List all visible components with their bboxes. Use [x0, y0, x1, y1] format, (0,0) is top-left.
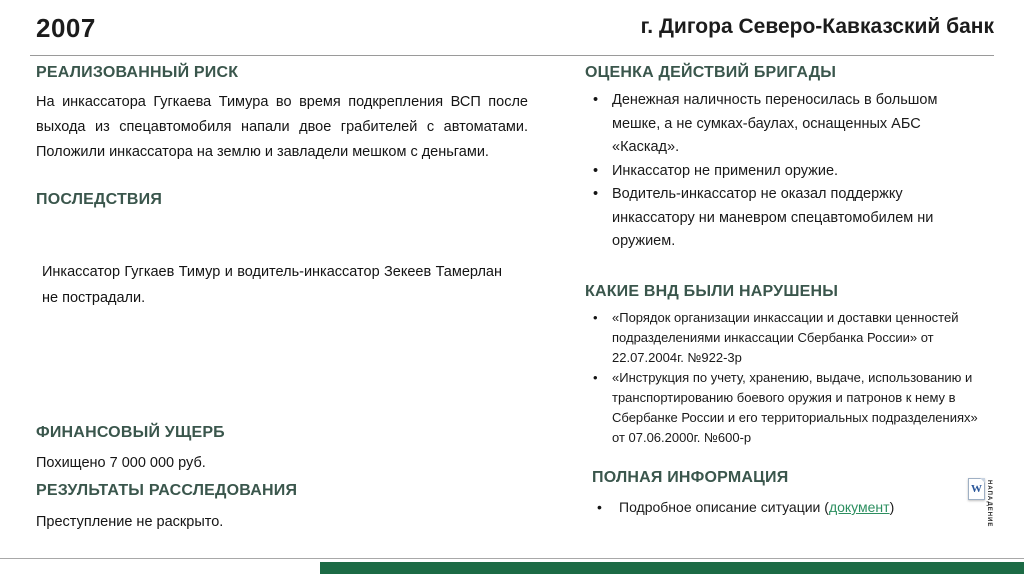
full-info-text-suffix: ) — [889, 499, 895, 515]
investigation-results-text: Преступление не раскрыто. — [36, 514, 224, 530]
list-item: • Денежная наличность переносилась в большом мешке, а не сумках-баулах, оснащенных АБС «Каскад». — [585, 89, 950, 160]
full-info-list — [592, 496, 992, 518]
vnd-list — [585, 308, 985, 448]
embedded-document-object[interactable] — [968, 478, 992, 527]
section-title-realized-risk: РЕАЛИЗОВАННЫЙ РИСК — [36, 64, 239, 81]
section-title-investigation-results: РЕЗУЛЬТАТЫ РАССЛЕДОВАНИЯ — [36, 482, 298, 499]
full-info-text: Подробное описание ситуации ( — [619, 499, 829, 515]
section-title-vnd-violated: КАКИЕ ВНД БЫЛИ НАРУШЕНЫ — [585, 283, 839, 300]
header-divider — [30, 55, 994, 56]
list-item: • Инкассатор не применил оружие. — [585, 160, 950, 184]
section-title-full-info: ПОЛНАЯ ИНФОРМАЦИЯ — [592, 469, 789, 486]
footer-divider — [0, 558, 1024, 559]
financial-damage-text: Похищено 7 000 000 руб. — [36, 455, 206, 471]
consequences-text: Инкассатор Гугкаев Тимур и водитель-инкассатор Зекеев Тамерлан не пострадали. — [42, 264, 502, 306]
attachment-label: НАПАДЕНИЕ — [986, 480, 992, 528]
year-label: 2007 — [36, 13, 96, 43]
section-title-brigade-assessment: ОЦЕНКА ДЕЙСТВИЙ БРИГАДЫ — [585, 64, 837, 81]
document-link[interactable]: документ — [828, 499, 890, 515]
section-title-financial-damage: ФИНАНСОВЫЙ УЩЕРБ — [36, 424, 225, 441]
page-fold-icon — [980, 478, 985, 483]
bank-location-title: г. Дигора Северо-Кавказский банк — [640, 15, 994, 38]
section-title-consequences: ПОСЛЕДСТВИЯ — [36, 191, 163, 208]
word-doc-icon[interactable] — [968, 478, 985, 500]
list-item: • «Инструкция по учету, хранению, выдаче, использованию и транспортированию боевого оружия и патронов к нему в Сбербанке России и его территориальных подразделениях» от 07.06.2000г. №600-р — [585, 368, 985, 448]
risk-description: На инкассатора Гугкаева Тимура во время подкрепления ВСП после выхода из спецавтомобиля напали двое грабителей с автоматами. Положили инкассатора на землю и завладели мешком с деньгами. — [36, 94, 528, 160]
footer-bar — [320, 562, 1024, 574]
list-item: • «Порядок организации инкассации и доставки ценностей подразделениями инкассации Сбербанка России» от 22.07.2004г. №922-3р — [585, 308, 985, 368]
word-logo-letter: W — [971, 483, 982, 495]
assessment-list — [585, 89, 950, 254]
full-info-item — [592, 496, 992, 518]
list-item: • Водитель-инкассатор не оказал поддержку инкассатору ни маневром спецавтомобилем ни оружием. — [585, 183, 950, 254]
